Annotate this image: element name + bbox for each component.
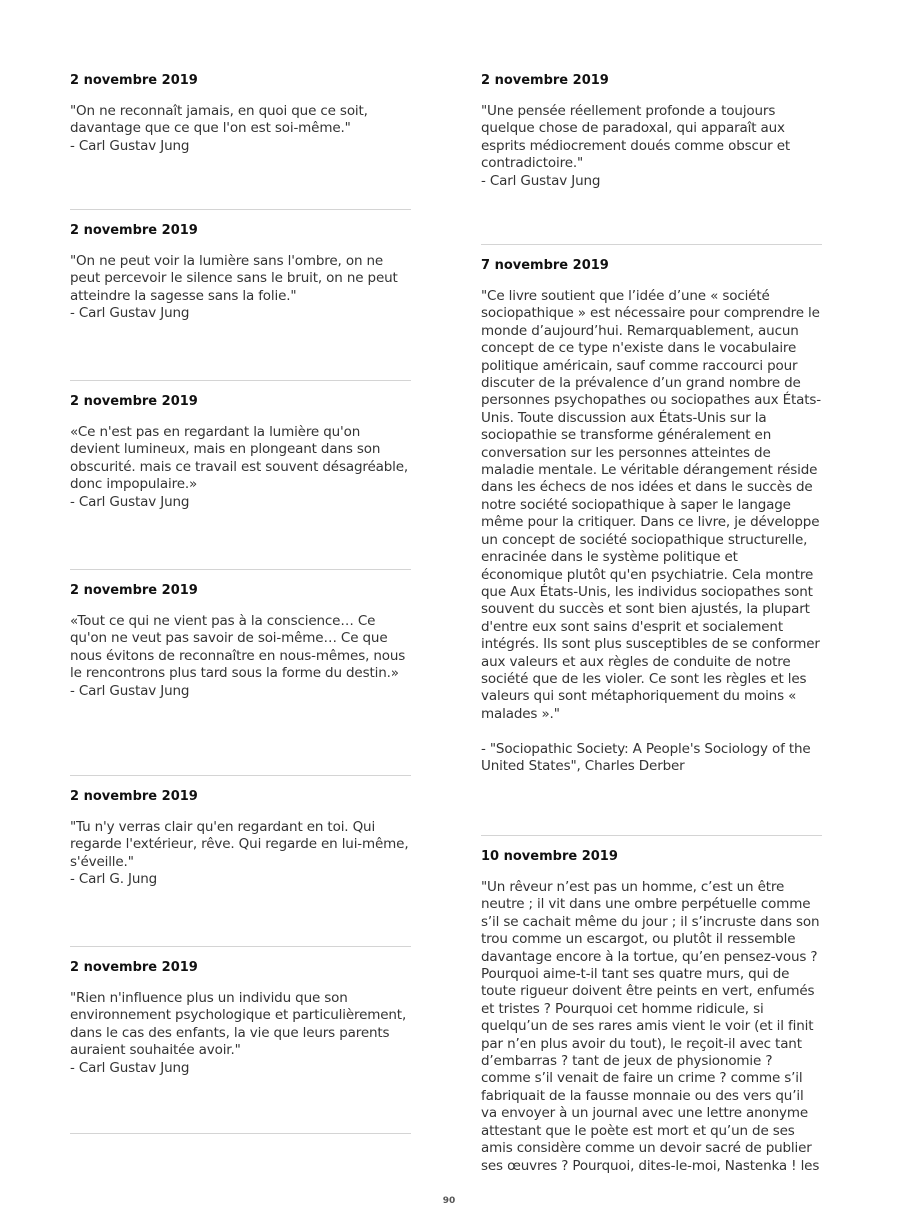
entry-text: "Un rêveur n’est pas un homme, c’est un être neutre ; il vit dans une ombre perpétuelle comme s’il se cachait même du jour ; il s’incruste dans son trou comme un escargot, ou plutôt il ressemble davantage encore à la tortue, qu’en pensez-vous ? Pourquoi aime-t-il tant ses quatre murs, qui de toute rigueur doivent être peints en vert, enfumés et tristes ? Pourquoi cet homme ridicule, si quelqu’un de ses rares amis vient le voir (et il finit par n’en plus avoir du tout), le reçoit-il avec tant d’embarras ? tant de jeux de physionomie ? comme s’il venait de faire un crime ? comme s’il fabriquait de la fausse monnaie ou des vers qu’il va envoyer à un journal avec une lettre anonyme attestant que le poète est mort et qu’un de ses amis considère comme un devoir sacré de publier ses œuvres ? Pourquoi, dites-le-moi, Nastenka ! les bbox=[481, 879, 820, 1174]
entry bbox=[481, 245, 822, 835]
entry-date: 2 novembre 2019 bbox=[70, 223, 198, 238]
entry bbox=[70, 60, 411, 209]
separator bbox=[70, 1133, 411, 1134]
entry-date: 2 novembre 2019 bbox=[70, 583, 198, 598]
entry-text: "On ne peut voir la lumière sans l'ombre, on ne peut percevoir le silence sans le bruit, on ne peut atteindre la sagesse sans la folie." - Carl Gustav Jung bbox=[70, 253, 398, 322]
right-column bbox=[481, 60, 822, 1188]
entry-date: 2 novembre 2019 bbox=[70, 960, 198, 975]
entry bbox=[70, 381, 411, 569]
entry-text: "On ne reconnaît jamais, en quoi que ce soit, davantage que ce que l'on est soi-même." - Carl Gustav Jung bbox=[70, 103, 368, 154]
entry-text: «Ce n'est pas en regardant la lumière qu'on devient lumineux, mais en plongeant dans son obscurité. mais ce travail est souvent désagréable, donc impopulaire.» - Carl Gustav Jung bbox=[70, 424, 409, 510]
entry-text: "Ce livre soutient que l’idée d’une « société sociopathique » est nécessaire pour comprendre le monde d’aujourd’hui. Remarquablement, aucun concept de ce type n'existe dans le vocabulaire politique américain, sauf comme raccourci pour discuter de la prévalence d’un grand nombre de personnes psychopathes ou sociopathes aux États-Unis. Toute discussion aux États-Unis sur la sociopathie se transforme généralement en conversation sur les personnes atteintes de maladie mentale. Le véritable dérangement réside dans les échecs de nos idées et dans le succès de notre société sociopathique à saper le langage même pour la critiquer. Dans ce livre, je développe un concept de société sociopathique structurelle, enracinée dans le système politique et économique plutôt qu'en psychiatrie. Cela montre que Aux États-Unis, les individus sociopathes sont souvent du succès et sont bien ajustés, la plupart d'entre eux sont sains d'esprit et socialement intégrés. Ils sont plus susceptibles de se conformer aux valeurs et aux règles de conduite de notre société que de les violer. Ce sont les règles et les valeurs qui sont métaphoriquement du moins « malades »." - "Sociopathic Society: A People's Sociology of the United States", Charles Derber bbox=[481, 288, 821, 774]
entry-text: "Rien n'influence plus un individu que son environnement psychologique et particulièrement, dans le cas des enfants, la vie que leurs parents auraient souhaitée avoir." - Carl Gustav Jung bbox=[70, 990, 407, 1076]
entry bbox=[70, 570, 411, 775]
left-column bbox=[70, 60, 411, 1134]
entry bbox=[70, 776, 411, 946]
entry-text: "Tu n'y verras clair qu'en regardant en toi. Qui regarde l'extérieur, rêve. Qui regarde en lui-même, s'éveille." - Carl G. Jung bbox=[70, 819, 409, 888]
entry-date: 7 novembre 2019 bbox=[481, 258, 609, 273]
entry-date: 2 novembre 2019 bbox=[70, 394, 198, 409]
entry-date: 10 novembre 2019 bbox=[481, 849, 618, 864]
entry-text: "Une pensée réellement profonde a toujours quelque chose de paradoxal, qui apparaît aux esprits médiocrement doués comme obscur et contradictoire." - Carl Gustav Jung bbox=[481, 103, 791, 189]
entry-date: 2 novembre 2019 bbox=[481, 73, 609, 88]
entry bbox=[481, 836, 822, 1188]
entry bbox=[481, 60, 822, 244]
entry-text: «Tout ce qui ne vient pas à la conscience… Ce qu'on ne veut pas savoir de soi-même… Ce que nous évitons de reconnaître en nous-mêmes, nous le rencontrons plus tard sous la forme du destin.» - Carl Gustav Jung bbox=[70, 613, 406, 699]
entry bbox=[70, 947, 411, 1133]
entry-date: 2 novembre 2019 bbox=[70, 73, 198, 88]
entry-date: 2 novembre 2019 bbox=[70, 789, 198, 804]
entry bbox=[70, 210, 411, 380]
page-number: 90 bbox=[442, 1196, 456, 1206]
